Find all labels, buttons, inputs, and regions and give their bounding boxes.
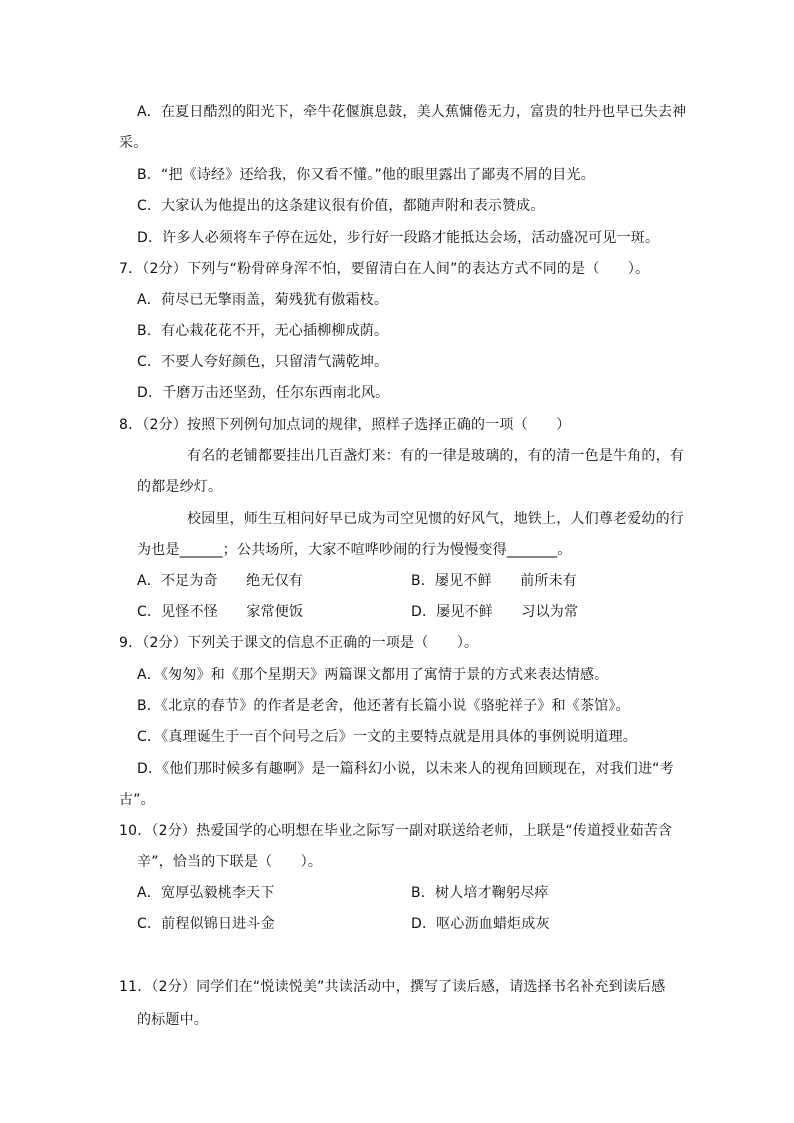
q7-option-c: C．不要人夸好颜色，只留清气满乾坤。 [137, 354, 389, 370]
option-d: D．许多人必须将车子停在远处，步行好一段路才能抵达会场，活动盛况可见一斑。 [137, 230, 660, 246]
q8-option-d: D．屡见不鲜 习以为常 [411, 604, 579, 620]
question-10-stem-line2: 辛”，恰当的下联是（ ）。 [137, 854, 323, 870]
q8-blank-line1: 校园里，师生互相问好早已成为司空见惯的好风气，地铁上，人们尊老爱幼的行 [187, 511, 684, 527]
q8-example-line1: 有名的老铺都要挂出几百盏灯来：有的一律是玻璃的，有的清一色是牛角的，有 [187, 448, 684, 464]
q10-option-d: D．呕心沥血蜡炬成灰 [411, 916, 550, 932]
q10-option-a: A．宽厚弘毅桃李天下 [137, 885, 275, 901]
question-8-stem: 8．（2分）按照下列例句加点词的规律，照样子选择正确的一项（ ） [119, 417, 571, 433]
q9-option-c: C．《真理诞生于一百个问号之后》一文的主要特点就是用具体的事例说明道理。 [137, 729, 637, 745]
q7-option-d: D．千磨万击还坚劲，任尔东西南北风。 [137, 385, 390, 401]
q9-option-d-line2: 古”。 [119, 792, 155, 808]
q7-option-b: B．有心栽花花不开，无心插柳柳成荫。 [137, 323, 389, 339]
q9-option-a: A．《匆匆》和《那个星期天》两篇课文都用了寓情于景的方式来表达情感。 [137, 667, 609, 683]
q7-option-a: A．荷尽已无擎雨盖，菊残犹有傲霜枝。 [137, 292, 389, 308]
question-10-stem-line1: 10．（2分）热爱国学的心明想在毕业之际写一副对联送给老师，上联是“传道授业茹苦含 [119, 823, 673, 839]
q8-option-b: B．屡见不鲜 前所未有 [411, 573, 578, 589]
option-a-line2: 采。 [119, 135, 148, 151]
option-a-line1: A．在夏日酷烈的阳光下，牵牛花偃旗息鼓，美人蕉慵倦无力，富贵的牡丹也早已失去神 [137, 104, 687, 120]
q9-option-b: B．《北京的春节》的作者是老舍，他还著有长篇小说《骆驼祥子》和《茶馆》。 [137, 698, 630, 714]
q8-option-c: C．见怪不怪 家常便饭 [137, 604, 304, 620]
question-7-stem: 7．（2分）下列与“粉骨碎身浑不怕，要留清白在人间”的表达方式不同的是（ ）。 [119, 261, 650, 277]
q10-option-c: C．前程似锦日进斗金 [137, 916, 275, 932]
q8-example-line2: 的都是纱灯。 [137, 479, 223, 495]
option-c: C．大家认为他提出的这条建议很有价值，都随声附和表示赞成。 [137, 198, 545, 214]
question-11-stem-line2: 的标题中。 [137, 1012, 208, 1028]
q8-blank-line2: 为也是______；公共场所，大家不喧哗吵闹的行为慢慢变得_______。 [137, 542, 572, 558]
q10-option-b: B．树人培才鞠躬尽瘁 [411, 885, 549, 901]
q8-option-a: A．不足为奇 绝无仅有 [137, 573, 303, 589]
question-9-stem: 9．（2分）下列关于课文的信息不正确的一项是（ ）。 [119, 635, 479, 651]
question-11-stem-line1: 11．（2分）同学们在“悦读悦美”共读活动中，撰写了读后感，请选择书名补充到读后感 [119, 979, 666, 995]
q9-option-d-line1: D．《他们那时候多有趣啊》是一篇科幻小说，以未来人的视角回顾现在，对我们进“考 [137, 761, 674, 777]
option-b: B．“把《诗经》还给我，你又看不懂。”他的眼里露出了鄙夷不屑的目光。 [137, 167, 595, 183]
